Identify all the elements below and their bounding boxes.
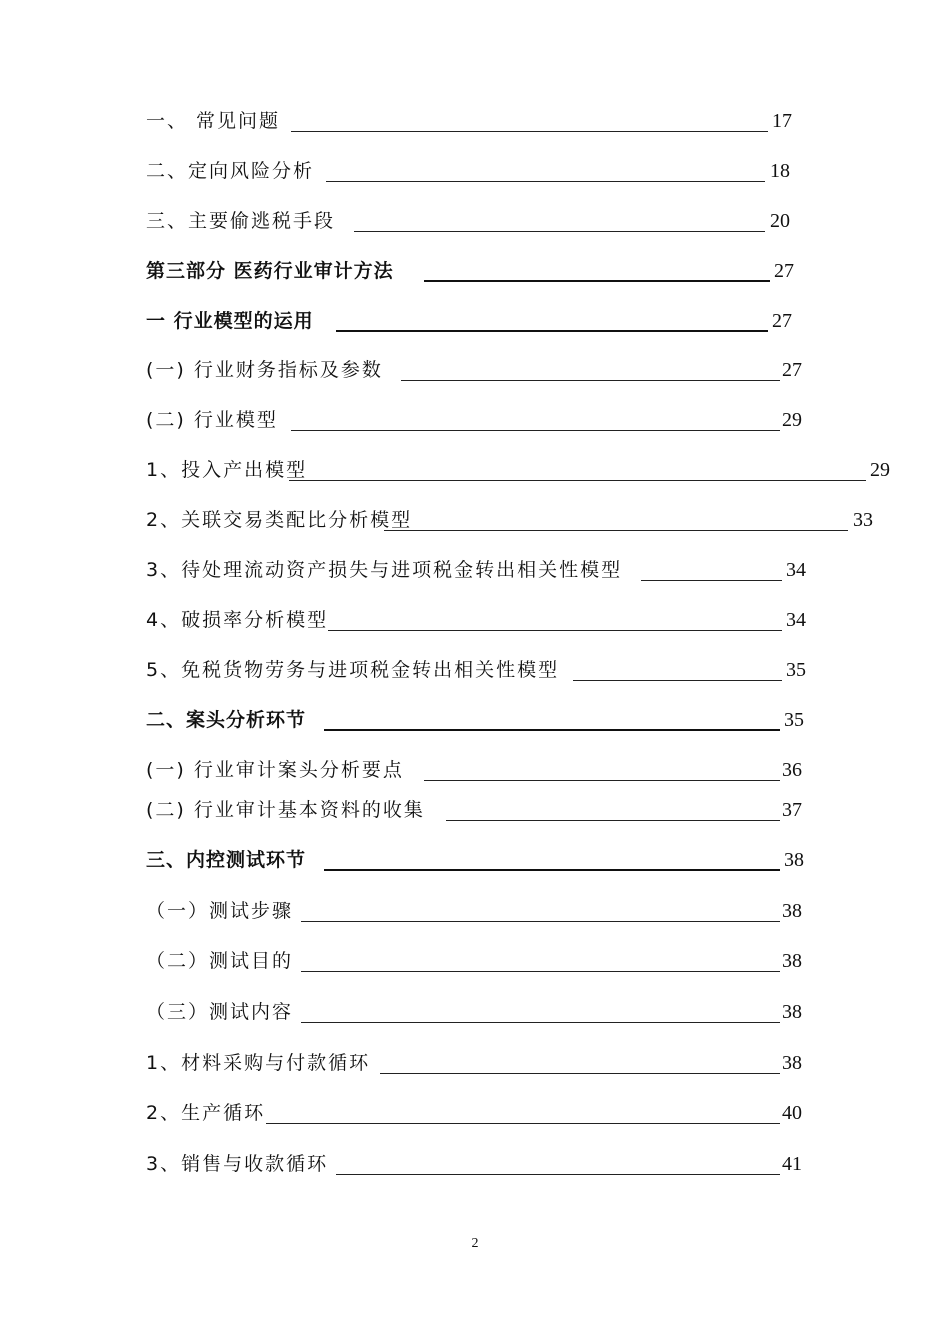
- toc-entry-label: 二、定向风险分析: [146, 160, 315, 182]
- toc-entry[interactable]: [146, 107, 900, 135]
- toc-entry-page-number: 29: [870, 459, 890, 481]
- toc-leader-line: [291, 430, 780, 431]
- toc-entry-label: 4、破损率分析模型: [146, 609, 329, 631]
- toc-entry[interactable]: [146, 947, 900, 975]
- toc-entry-page-number: 18: [770, 160, 790, 182]
- toc-entry-page-number: 35: [786, 659, 806, 681]
- toc-entry-label: 5、免税货物劳务与进项税金转出相关性模型: [146, 659, 560, 681]
- toc-entry[interactable]: [146, 556, 900, 584]
- toc-leader-line: [424, 280, 770, 282]
- toc-entry-page-number: 34: [786, 559, 806, 581]
- toc-entry[interactable]: [146, 207, 900, 235]
- toc-entry[interactable]: [146, 796, 900, 824]
- toc-entry[interactable]: [146, 656, 900, 684]
- toc-entry-page-number: 34: [786, 609, 806, 631]
- toc-entry-page-number: 27: [774, 260, 794, 282]
- toc-entry-page-number: 37: [782, 799, 802, 821]
- toc-entry[interactable]: [146, 998, 900, 1026]
- toc-leader-line: [301, 971, 780, 972]
- toc-entry-page-number: 36: [782, 759, 802, 781]
- toc-leader-line: [324, 729, 780, 731]
- toc-entry[interactable]: [146, 157, 900, 185]
- toc-entry-label: 3、销售与收款循环: [146, 1153, 329, 1175]
- toc-entry-label: （二）测试目的: [146, 950, 294, 972]
- toc-entry-label: 第三部分 医药行业审计方法: [146, 260, 394, 282]
- toc-entry-label: 一 行业模型的运用: [146, 310, 314, 332]
- toc-entry-page-number: 38: [782, 950, 802, 972]
- toc-entry-label: 二、案头分析环节: [146, 709, 307, 731]
- toc-leader-line: [336, 1174, 780, 1175]
- toc-entry[interactable]: [146, 1049, 900, 1077]
- toc-entry-page-number: 33: [853, 509, 873, 531]
- toc-entry-page-number: 17: [772, 110, 792, 132]
- toc-entry[interactable]: [146, 456, 900, 484]
- toc-entry-label: 3、待处理流动资产损失与进项税金转出相关性模型: [146, 559, 623, 581]
- toc-entry-label: (一) 行业财务指标及参数: [146, 359, 383, 381]
- toc-entry[interactable]: [146, 356, 900, 384]
- toc-leader-line: [266, 1123, 780, 1124]
- toc-entry-page-number: 38: [782, 1052, 802, 1074]
- toc-leader-line: [384, 530, 848, 531]
- toc-entry[interactable]: [146, 406, 900, 434]
- toc-entry[interactable]: [146, 756, 900, 784]
- toc-leader-line: [446, 820, 780, 821]
- toc-leader-line: [324, 869, 780, 871]
- toc-entry-page-number: 35: [784, 709, 804, 731]
- toc-entry[interactable]: [146, 307, 900, 335]
- toc-entry-label: 2、生产循环: [146, 1102, 266, 1124]
- toc-leader-line: [641, 580, 782, 581]
- toc-leader-line: [380, 1073, 780, 1074]
- toc-entry-page-number: 29: [782, 409, 802, 431]
- toc-entry[interactable]: [146, 606, 900, 634]
- toc-entry[interactable]: [146, 506, 900, 534]
- toc-entry[interactable]: [146, 1099, 900, 1127]
- toc-entry[interactable]: [146, 706, 900, 734]
- toc-leader-line: [301, 921, 780, 922]
- toc-entry-label: 三、主要偷逃税手段: [146, 210, 336, 232]
- toc-entry-label: (一) 行业审计案头分析要点: [146, 759, 404, 781]
- toc-entry-label: 2、关联交易类配比分析模型: [146, 509, 413, 531]
- toc-entry-page-number: 20: [770, 210, 790, 232]
- toc-entry-label: 一、 常见问题: [146, 110, 281, 132]
- toc-entry[interactable]: [146, 846, 900, 874]
- toc-entry-label: 1、投入产出模型: [146, 459, 308, 481]
- toc-leader-line: [289, 480, 866, 481]
- toc-leader-line: [326, 181, 765, 182]
- toc-entry-page-number: 27: [782, 359, 802, 381]
- toc-entry-label: (二) 行业审计基本资料的收集: [146, 799, 425, 821]
- toc-entry-label: （三）测试内容: [146, 1001, 294, 1023]
- toc-leader-line: [328, 630, 782, 631]
- toc-entry-page-number: 38: [782, 900, 802, 922]
- toc-leader-line: [301, 1022, 780, 1023]
- toc-entry-page-number: 40: [782, 1102, 802, 1124]
- toc-leader-line: [424, 780, 780, 781]
- toc-entry-page-number: 38: [782, 1001, 802, 1023]
- toc-entry-page-number: 27: [772, 310, 792, 332]
- toc-leader-line: [401, 380, 780, 381]
- toc-entry-label: (二) 行业模型: [146, 409, 278, 431]
- toc-entry-label: 三、内控测试环节: [146, 849, 307, 871]
- toc-leader-line: [354, 231, 765, 232]
- toc-entry-label: （一）测试步骤: [146, 900, 294, 922]
- page-number: 2: [471, 1236, 479, 1251]
- toc-entry[interactable]: [146, 257, 900, 285]
- toc-entry[interactable]: [146, 897, 900, 925]
- toc-entry-page-number: 41: [782, 1153, 802, 1175]
- toc-entry-page-number: 38: [784, 849, 804, 871]
- toc-leader-line: [573, 680, 782, 681]
- toc-leader-line: [291, 131, 768, 132]
- toc-leader-line: [336, 330, 768, 332]
- toc-entry-label: 1、材料采购与付款循环: [146, 1052, 371, 1074]
- toc-entry[interactable]: [146, 1150, 900, 1178]
